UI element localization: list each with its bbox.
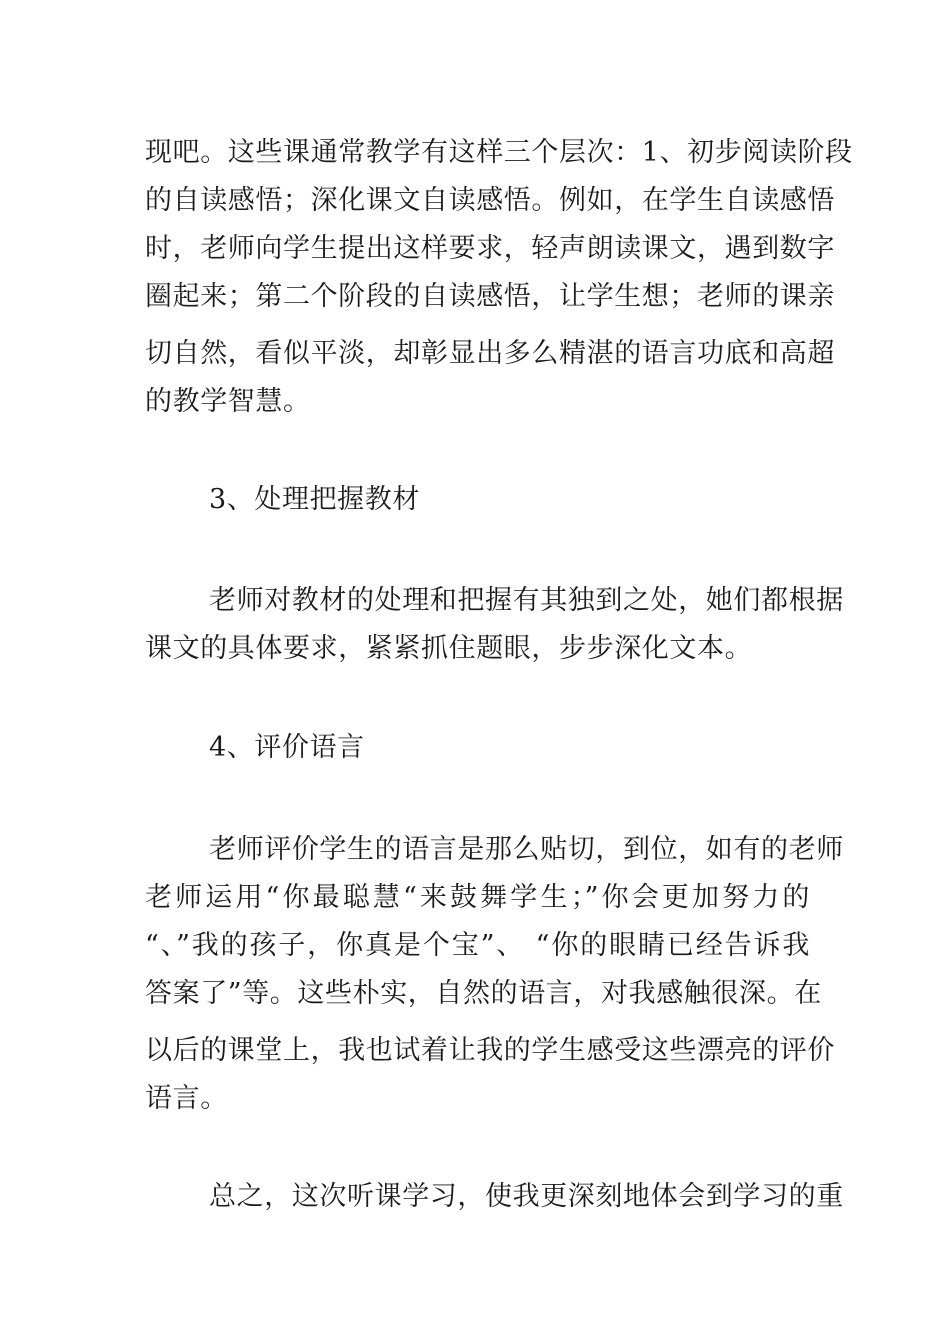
section-heading: 3、处理把握教材 [209,484,420,515]
paragraph-line: 老师对教材的处理和把握有其独到之处，她们都根据 [209,585,844,616]
paragraph-line: 以后的课堂上，我也试着让我的学生感受这些漂亮的评价 [145,1035,835,1066]
paragraph-line: 课文的具体要求，紧紧抓住题眼，步步深化文本。 [145,633,753,664]
section-heading: 4、评价语言 [209,732,365,763]
paragraph-line: 切自然，看似平淡，却彰显出多么精湛的语言功底和高超 [145,338,835,369]
paragraph-line: 老师运用“你最聪慧“来鼓舞学生；”你会更加努力的 [145,882,810,913]
paragraph-line: 现吧。这些课通常教学有这样三个层次：1、初步阅读阶段 [145,137,853,168]
paragraph-line: “、”我的孩子，你真是个宝”、 “你的眼睛已经告诉我 [145,930,810,961]
paragraph-line: 老师评价学生的语言是那么贴切，到位，如有的老师 [209,834,844,865]
paragraph-line: 圈起来；第二个阶段的自读感悟，让学生想；老师的课亲 [145,281,835,312]
paragraph-line: 总之，这次听课学习，使我更深刻地体会到学习的重 [209,1181,844,1212]
paragraph-line: 的自读感悟；深化课文自读感悟。例如，在学生自读感悟 [145,185,835,216]
paragraph-line: 时，老师向学生提出这样要求，轻声朗读课文，遇到数字 [145,233,835,264]
paragraph-line: 语言。 [145,1083,228,1114]
paragraph-line: 的教学智慧。 [145,386,311,417]
paragraph-line: 答案了”等。这些朴实，自然的语言，对我感触很深。在 [145,978,822,1009]
